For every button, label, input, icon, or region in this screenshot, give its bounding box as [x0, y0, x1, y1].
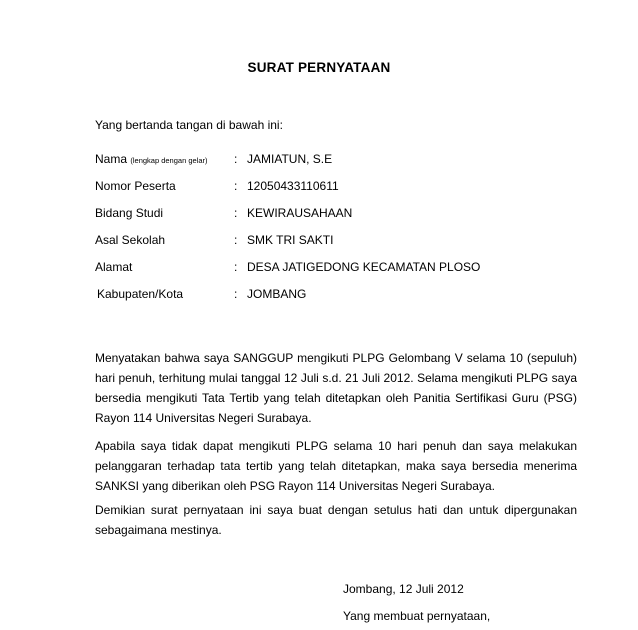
paragraph-statement: Menyatakan bahwa saya SANGGUP mengikuti PLPG Gelombang V selama 10 (sepuluh) hari penuh, terhitung mulai tanggal 12 Juli s.d. 21 Juli 2012. Selama mengikuti PLPG saya bersedia mengikuti Tata Tertib yang telah ditetapkan oleh Panitia Sertifikasi Guru (PSG) Rayon 114 Universitas Negeri Surabaya. — [95, 351, 577, 425]
paragraph-closing: Demikian surat pernyataan ini saya buat dengan setulus hati dan untuk dipergunakan sebagaimana mestinya. — [95, 503, 577, 537]
field-colon: : — [234, 260, 238, 274]
field-value: JOMBANG — [247, 287, 307, 301]
field-colon: : — [234, 287, 238, 301]
field-colon: : — [234, 233, 238, 247]
field-value: DESA JATIGEDONG KECAMATAN PLOSO — [247, 260, 481, 274]
field-label: Bidang Studi — [95, 206, 164, 220]
field-label: Alamat — [95, 260, 133, 274]
signature-closing: Yang membuat pernyataan, — [343, 609, 491, 623]
field-colon: : — [234, 179, 238, 193]
field-value: KEWIRAUSAHAAN — [247, 206, 353, 220]
field-note: (lengkap dengan gelar) — [130, 156, 208, 165]
intro-text: Yang bertanda tangan di bawah ini: — [95, 118, 283, 132]
field-value: SMK TRI SAKTI — [247, 233, 334, 247]
field-label: Nomor Peserta — [95, 179, 176, 193]
field-label: Asal Sekolah — [95, 233, 166, 247]
field-label: Kabupaten/Kota — [97, 287, 184, 301]
paragraph-sanction: Apabila saya tidak dapat mengikuti PLPG selama 10 hari penuh dan saya melakukan pelanggaran terhadap tata tertib yang telah ditetapkan, maka saya bersedia menerima SANKSI yang diberikan oleh PSG Rayon 114 Universitas Negeri Surabaya. — [95, 439, 577, 493]
document-title: SURAT PERNYATAAN — [247, 60, 391, 75]
field-label: Nama — [95, 152, 128, 166]
field-value: 12050433110611 — [247, 179, 339, 193]
field-colon: : — [234, 206, 238, 220]
signature-place-date: Jombang, 12 Juli 2012 — [343, 582, 464, 596]
field-colon: : — [234, 152, 238, 166]
field-value: JAMIATUN, S.E — [247, 152, 333, 166]
